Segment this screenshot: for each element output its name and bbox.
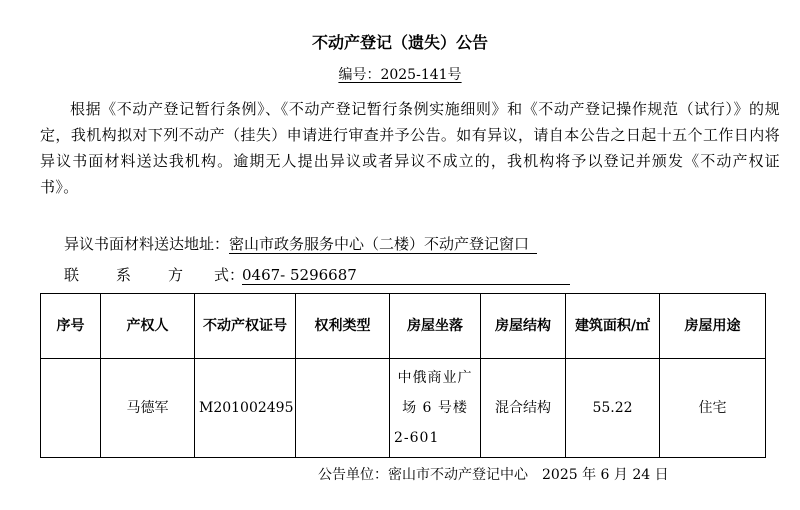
column-header-index: 序号 bbox=[41, 294, 101, 359]
column-header-location: 房屋坐落 bbox=[390, 294, 481, 359]
address-label: 异议书面材料送达地址： bbox=[64, 235, 230, 253]
contact-value: 0467- 5296687 bbox=[242, 266, 570, 285]
issuer-label: 公告单位： bbox=[318, 467, 388, 483]
column-header-usage: 房屋用途 bbox=[660, 294, 766, 359]
cell-structure: 混合结构 bbox=[481, 359, 566, 458]
cell-area: 55.22 bbox=[566, 359, 660, 458]
contact-label-char: 式： bbox=[214, 266, 245, 284]
address-line bbox=[64, 233, 537, 254]
cell-index bbox=[41, 359, 101, 458]
issue-date: 2025 年 6 月 24 日 bbox=[542, 467, 669, 483]
cell-usage: 住宅 bbox=[660, 359, 766, 458]
contact-label-char: 联 bbox=[64, 266, 80, 284]
column-header-owner: 产权人 bbox=[101, 294, 195, 359]
column-header-structure: 房屋结构 bbox=[481, 294, 566, 359]
column-header-area: 建筑面积/㎡ bbox=[566, 294, 660, 359]
cell-cert-no: M201002495 bbox=[195, 359, 296, 458]
property-table bbox=[40, 293, 766, 458]
notice-body: 根据《不动产登记暂行条例》、《不动产登记暂行条例实施细则》和《不动产登记操作规范（试行）》的规定，我机构拟对下列不动产（挂失）申请进行审查并予公告。如有异议，请自本公告之日起十五个工作日内将异议书面材料送达我机构。逾期无人提出异议或者异议不成立的，我机构将予以登记并颁发《不动产权证书》。 bbox=[40, 100, 780, 196]
notice-title: 不动产登记（遗失）公告 bbox=[311, 33, 488, 52]
contact-line bbox=[64, 264, 570, 285]
notice-footer bbox=[318, 464, 669, 484]
notice-number-value: 2025-141号 bbox=[380, 67, 462, 83]
cell-owner: 马德军 bbox=[101, 359, 195, 458]
column-header-cert-no: 不动产权证号 bbox=[195, 294, 296, 359]
contact-label-char: 系 bbox=[116, 266, 132, 284]
contact-label bbox=[64, 264, 245, 285]
cell-location: 中俄商业广场 6 号楼 2-601 bbox=[390, 359, 481, 458]
table-row bbox=[41, 359, 766, 458]
table-header-row bbox=[41, 294, 766, 359]
notice-number bbox=[0, 64, 800, 84]
column-header-right-type: 权利类型 bbox=[296, 294, 390, 359]
notice-number-label: 编号： bbox=[338, 67, 381, 83]
cell-right-type bbox=[296, 359, 390, 458]
issuer-name: 密山市不动产登记中心 bbox=[388, 467, 528, 483]
contact-label-char: 方 bbox=[168, 266, 184, 284]
address-value: 密山市政务服务中心（二楼）不动产登记窗口 bbox=[229, 235, 537, 254]
